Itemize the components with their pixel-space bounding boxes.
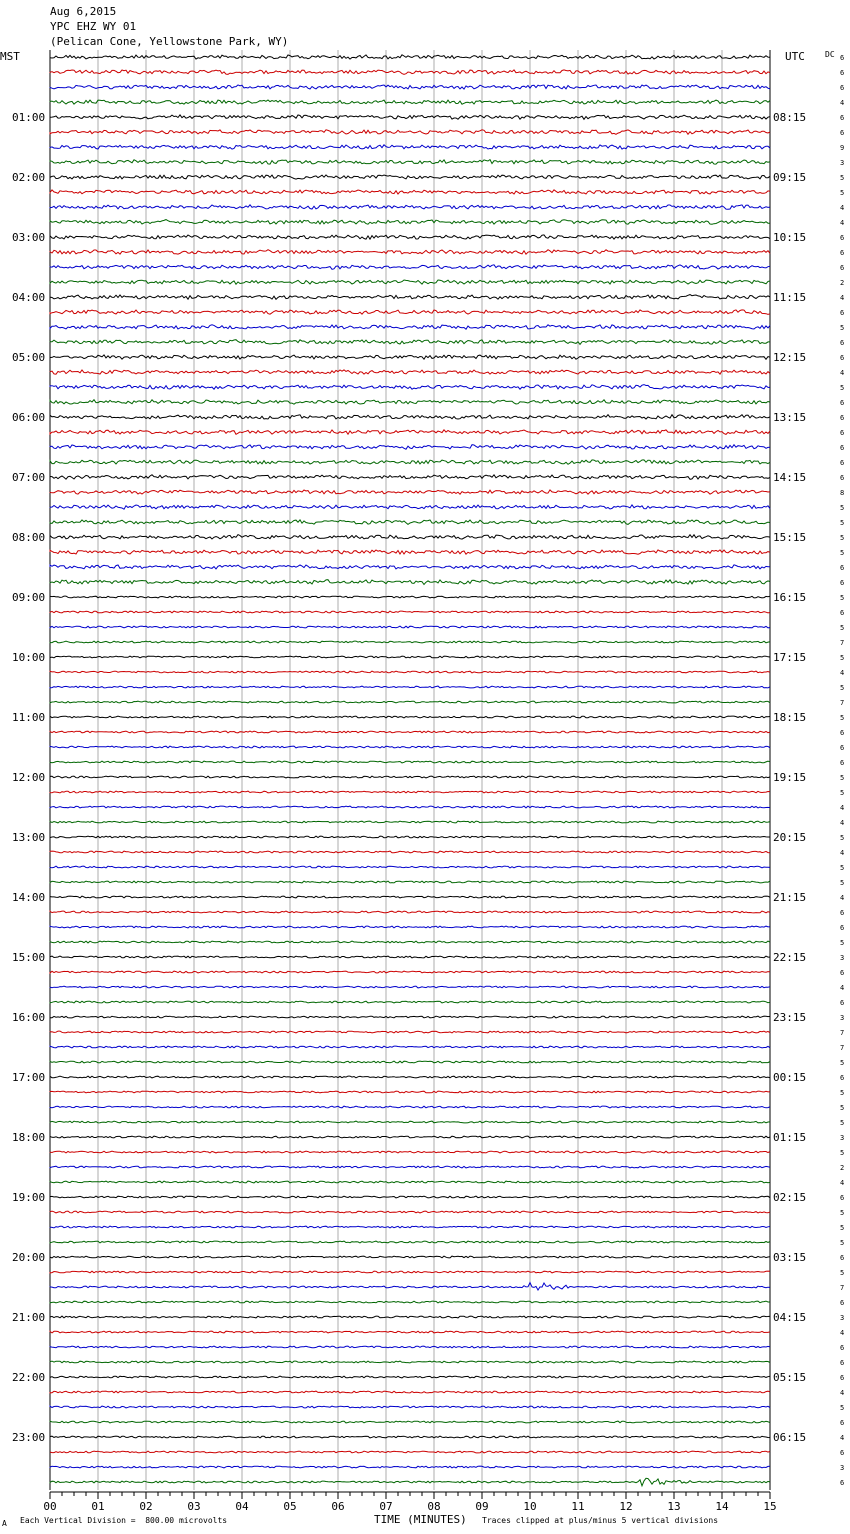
x-tick-label: 14 [715, 1500, 729, 1513]
dc-offset-label: 6 [840, 729, 845, 737]
seismic-trace [50, 1046, 770, 1048]
right-hour-label: 00:15 [773, 1071, 807, 1084]
x-tick-label: 05 [283, 1500, 297, 1513]
seismic-trace [50, 1478, 770, 1486]
x-tick-label: 09 [475, 1500, 489, 1513]
dc-offset-label: 4 [840, 984, 845, 992]
seismic-trace [50, 505, 770, 509]
seismic-trace [50, 806, 770, 808]
seismic-trace [50, 145, 770, 149]
seismic-trace [50, 1271, 770, 1273]
seismic-trace [50, 1181, 770, 1183]
dc-offset-label: 6 [840, 744, 845, 752]
seismic-trace [50, 1406, 770, 1408]
dc-offset-label: 6 [840, 1254, 845, 1262]
left-hour-label: 21:00 [12, 1311, 46, 1324]
dc-offset-label: 6 [840, 264, 845, 272]
right-hour-label: 13:15 [773, 411, 807, 424]
seismic-trace [50, 250, 770, 255]
seismic-trace [50, 986, 770, 988]
right-timezone-label: UTC [785, 50, 805, 63]
seismic-trace [50, 731, 770, 733]
left-hour-label: 09:00 [12, 591, 46, 604]
dc-offset-label: 6 [840, 1449, 845, 1457]
seismic-trace [50, 55, 770, 59]
dc-offset-label: 3 [840, 159, 845, 167]
dc-offset-label: 7 [840, 699, 845, 707]
dc-offset-label: 6 [840, 414, 845, 422]
seismic-trace [50, 175, 770, 179]
dc-offset-label: 7 [840, 1284, 845, 1292]
dc-offset-label: 7 [840, 1029, 845, 1037]
seismic-trace [50, 716, 770, 718]
seismic-trace [50, 1151, 770, 1153]
seismic-trace [50, 1196, 770, 1198]
seismic-trace [50, 701, 770, 703]
dc-offset-label: 4 [840, 669, 845, 677]
dc-offset-label: 3 [840, 954, 845, 962]
dc-offset-label: 2 [840, 279, 845, 287]
dc-offset-label: 5 [840, 1104, 845, 1112]
seismic-trace [50, 1346, 770, 1348]
left-hour-label: 16:00 [12, 1011, 46, 1024]
dc-offset-label: 6 [840, 429, 845, 437]
dc-offset-label: 5 [840, 684, 845, 692]
left-hour-label: 10:00 [12, 651, 46, 664]
dc-offset-label: 6 [840, 474, 845, 482]
seismic-trace [50, 325, 770, 329]
dc-offset-label: 3 [840, 1464, 845, 1472]
left-hour-label: 17:00 [12, 1071, 46, 1084]
left-hour-label: 18:00 [12, 1131, 46, 1144]
seismic-trace [50, 1121, 770, 1123]
dc-offset-label: 5 [840, 594, 845, 602]
dc-offset-label: 4 [840, 1329, 845, 1337]
dc-offset-label: 6 [840, 1194, 845, 1202]
dc-offset-label: 5 [840, 774, 845, 782]
dc-offset-label: 6 [840, 1344, 845, 1352]
dc-offset-label: 9 [840, 144, 845, 152]
dc-offset-label: 5 [840, 1089, 845, 1097]
seismic-trace [50, 190, 770, 194]
seismic-trace [50, 580, 770, 585]
dc-offset-label: 4 [840, 1179, 845, 1187]
seismic-trace [50, 1421, 770, 1423]
right-hour-label: 03:15 [773, 1251, 807, 1264]
seismic-trace [50, 1166, 770, 1168]
dc-offset-label: 5 [840, 789, 845, 797]
seismic-trace [50, 1451, 770, 1453]
seismic-trace [50, 641, 770, 643]
dc-offset-label: 6 [840, 309, 845, 317]
seismic-trace [50, 565, 770, 569]
seismic-trace [50, 1001, 770, 1003]
dc-offset-label: 6 [840, 444, 845, 452]
seismic-trace [50, 1436, 770, 1438]
dc-offset-label: 2 [840, 1164, 845, 1172]
left-hour-label: 04:00 [12, 291, 46, 304]
seismic-trace [50, 265, 770, 270]
dc-offset-label: 4 [840, 819, 845, 827]
left-hour-label: 11:00 [12, 711, 46, 724]
seismic-trace [50, 1391, 770, 1393]
dc-offset-label: 5 [840, 384, 845, 392]
dc-offset-label: 6 [840, 924, 845, 932]
dc-offset-label: 5 [840, 624, 845, 632]
x-tick-label: 04 [235, 1500, 249, 1513]
seismic-trace [50, 671, 770, 673]
dc-label: DC [825, 50, 835, 59]
dc-offset-label: 5 [840, 1119, 845, 1127]
right-hour-label: 06:15 [773, 1431, 807, 1444]
dc-offset-label: 4 [840, 894, 845, 902]
right-hour-label: 10:15 [773, 231, 807, 244]
x-tick-label: 11 [571, 1500, 585, 1513]
seismic-trace [50, 1256, 770, 1258]
seismic-trace [50, 1016, 770, 1018]
dc-offset-label: 5 [840, 1149, 845, 1157]
right-hour-label: 17:15 [773, 651, 807, 664]
seismic-trace [50, 1091, 770, 1093]
dc-offset-label: 5 [840, 174, 845, 182]
right-hour-label: 23:15 [773, 1011, 807, 1024]
seismic-trace [50, 1241, 770, 1243]
x-tick-label: 01 [91, 1500, 105, 1513]
dc-offset-label: 4 [840, 219, 845, 227]
dc-offset-label: 5 [840, 324, 845, 332]
dc-offset-label: 5 [840, 189, 845, 197]
seismic-trace [50, 130, 770, 135]
seismic-trace [50, 1226, 770, 1228]
x-tick-label: 12 [619, 1500, 633, 1513]
seismic-trace [50, 1136, 770, 1138]
dc-offset-label: 5 [840, 519, 845, 527]
seismic-trace [50, 761, 770, 763]
x-tick-label: 07 [379, 1500, 393, 1513]
seismic-trace [50, 280, 770, 284]
seismic-trace [50, 1301, 770, 1303]
seismic-trace [50, 1316, 770, 1318]
dc-offset-label: 8 [840, 489, 845, 497]
dc-offset-label: 4 [840, 294, 845, 302]
seismic-trace [50, 550, 770, 554]
x-tick-label: 08 [427, 1500, 441, 1513]
dc-offset-label: 6 [840, 1479, 845, 1487]
dc-offset-label: 5 [840, 504, 845, 512]
seismic-trace [50, 881, 770, 883]
left-timezone-label: MST [0, 50, 20, 63]
right-hour-label: 19:15 [773, 771, 807, 784]
seismic-trace [50, 100, 770, 104]
left-hour-label: 08:00 [12, 531, 46, 544]
seismic-trace [50, 1361, 770, 1363]
seismic-trace [50, 475, 770, 480]
seismic-trace [50, 70, 770, 74]
left-hour-label: 23:00 [12, 1431, 46, 1444]
left-hour-label: 07:00 [12, 471, 46, 484]
seismic-trace [50, 430, 770, 435]
seismic-trace [50, 1061, 770, 1063]
location-label: (Pelican Cone, Yellowstone Park, WY) [50, 35, 289, 48]
seismic-trace [50, 415, 770, 419]
right-hour-label: 09:15 [773, 171, 807, 184]
dc-offset-label: 6 [840, 129, 845, 137]
seismic-trace [50, 160, 770, 165]
dc-offset-label: 6 [840, 1419, 845, 1427]
seismic-trace [50, 926, 770, 928]
dc-offset-label: 4 [840, 99, 845, 107]
dc-offset-label: 5 [840, 549, 845, 557]
seismic-trace [50, 295, 770, 300]
seismic-trace [50, 776, 770, 778]
dc-offset-label: 6 [840, 609, 845, 617]
left-hour-label: 05:00 [12, 351, 46, 364]
x-tick-label: 06 [331, 1500, 345, 1513]
right-hour-label: 21:15 [773, 891, 807, 904]
right-hour-label: 22:15 [773, 951, 807, 964]
dc-offset-label: 5 [840, 834, 845, 842]
dc-offset-label: 5 [840, 1059, 845, 1067]
dc-offset-label: 5 [840, 939, 845, 947]
dc-offset-label: 7 [840, 1044, 845, 1052]
station-label: YPC EHZ WY 01 [50, 20, 137, 33]
dc-offset-label: 5 [840, 1239, 845, 1247]
dc-offset-label: 5 [840, 714, 845, 722]
right-hour-label: 14:15 [773, 471, 807, 484]
seismic-trace [50, 821, 770, 823]
dc-offset-label: 4 [840, 204, 845, 212]
dc-offset-label: 6 [840, 1074, 845, 1082]
right-hour-label: 16:15 [773, 591, 807, 604]
right-hour-label: 15:15 [773, 531, 807, 544]
seismic-trace [50, 1466, 770, 1468]
left-hour-label: 13:00 [12, 831, 46, 844]
dc-offset-label: 4 [840, 849, 845, 857]
left-hour-label: 03:00 [12, 231, 46, 244]
dc-offset-label: 4 [840, 804, 845, 812]
left-hour-label: 12:00 [12, 771, 46, 784]
dc-offset-label: 6 [840, 1299, 845, 1307]
x-tick-label: 02 [139, 1500, 153, 1513]
left-hour-label: 19:00 [12, 1191, 46, 1204]
seismic-trace [50, 235, 770, 239]
dc-offset-label: 3 [840, 1014, 845, 1022]
dc-offset-label: 6 [840, 999, 845, 1007]
dc-offset-label: 5 [840, 1404, 845, 1412]
seismic-trace [50, 866, 770, 868]
seismic-trace [50, 1331, 770, 1333]
left-hour-label: 15:00 [12, 951, 46, 964]
seismic-trace [50, 85, 770, 89]
seismic-trace [50, 836, 770, 838]
right-hour-label: 20:15 [773, 831, 807, 844]
dc-offset-label: 5 [840, 864, 845, 872]
dc-offset-label: 6 [840, 564, 845, 572]
seismic-trace [50, 1376, 770, 1378]
clip-text: Traces clipped at plus/minus 5 vertical divisions [482, 1516, 719, 1525]
seismic-trace [50, 370, 770, 374]
left-hour-label: 01:00 [12, 111, 46, 124]
dc-offset-label: 6 [840, 84, 845, 92]
dc-offset-label: 6 [840, 69, 845, 77]
left-hour-label: 22:00 [12, 1371, 46, 1384]
left-hour-label: 20:00 [12, 1251, 46, 1264]
seismic-trace [50, 535, 770, 540]
seismic-trace [50, 1031, 770, 1033]
seismic-trace [50, 385, 770, 390]
seismic-trace [50, 851, 770, 853]
dc-offset-label: 6 [840, 249, 845, 257]
seismic-trace [50, 1283, 770, 1290]
dc-offset-label: 6 [840, 234, 845, 242]
seismic-trace [50, 445, 770, 450]
dc-offset-label: 5 [840, 1209, 845, 1217]
seismic-trace [50, 490, 770, 494]
dc-offset-label: 6 [840, 114, 845, 122]
seismic-trace [50, 971, 770, 973]
x-tick-label: 10 [523, 1500, 537, 1513]
dc-offset-label: 6 [840, 54, 845, 62]
dc-offset-label: 6 [840, 459, 845, 467]
dc-offset-label: 6 [840, 399, 845, 407]
scale-mark: A [2, 1519, 7, 1528]
right-hour-label: 11:15 [773, 291, 807, 304]
seismic-trace [50, 611, 770, 613]
dc-offset-label: 5 [840, 879, 845, 887]
dc-offset-label: 6 [840, 969, 845, 977]
seismic-trace [50, 1211, 770, 1213]
seismic-trace [50, 911, 770, 913]
dc-offset-label: 5 [840, 534, 845, 542]
seismic-trace [50, 220, 770, 225]
right-hour-label: 02:15 [773, 1191, 807, 1204]
seismic-trace [50, 686, 770, 688]
dc-offset-label: 3 [840, 1314, 845, 1322]
seismic-trace [50, 1106, 770, 1108]
dc-offset-label: 6 [840, 759, 845, 767]
left-hour-label: 06:00 [12, 411, 46, 424]
seismic-trace [50, 896, 770, 898]
seismic-trace [50, 340, 770, 345]
x-tick-label: 15 [763, 1500, 777, 1513]
scale-text: Each Vertical Division = 800.00 microvolts [20, 1516, 228, 1525]
seismic-trace [50, 791, 770, 793]
x-tick-label: 00 [43, 1500, 57, 1513]
seismic-trace [50, 956, 770, 958]
right-hour-label: 12:15 [773, 351, 807, 364]
dc-offset-label: 7 [840, 639, 845, 647]
x-axis-title: TIME (MINUTES) [374, 1513, 467, 1526]
seismic-trace [50, 941, 770, 943]
seismic-trace [50, 520, 770, 525]
date-label: Aug 6,2015 [50, 5, 117, 18]
seismic-trace [50, 626, 770, 628]
left-hour-label: 14:00 [12, 891, 46, 904]
dc-offset-label: 4 [840, 1434, 845, 1442]
dc-offset-label: 6 [840, 909, 845, 917]
right-hour-label: 05:15 [773, 1371, 807, 1384]
seismic-trace [50, 656, 770, 658]
seismic-trace [50, 205, 770, 210]
dc-offset-label: 6 [840, 579, 845, 587]
dc-offset-label: 6 [840, 339, 845, 347]
dc-offset-label: 5 [840, 654, 845, 662]
seismic-trace [50, 400, 770, 405]
dc-offset-label: 6 [840, 1374, 845, 1382]
seismic-trace [50, 310, 770, 314]
seismic-trace [50, 355, 770, 359]
seismic-trace [50, 1076, 770, 1078]
left-hour-label: 02:00 [12, 171, 46, 184]
dc-offset-label: 6 [840, 1359, 845, 1367]
dc-offset-label: 5 [840, 1269, 845, 1277]
dc-offset-label: 4 [840, 369, 845, 377]
seismic-trace [50, 115, 770, 119]
dc-offset-label: 6 [840, 354, 845, 362]
dc-offset-label: 4 [840, 1389, 845, 1397]
right-hour-label: 01:15 [773, 1131, 807, 1144]
x-tick-label: 13 [667, 1500, 681, 1513]
seismic-trace [50, 596, 770, 598]
seismic-trace [50, 746, 770, 748]
dc-offset-label: 3 [840, 1134, 845, 1142]
x-tick-label: 03 [187, 1500, 201, 1513]
right-hour-label: 18:15 [773, 711, 807, 724]
seismic-trace [50, 460, 770, 464]
right-hour-label: 04:15 [773, 1311, 807, 1324]
right-hour-label: 08:15 [773, 111, 807, 124]
dc-offset-label: 5 [840, 1224, 845, 1232]
